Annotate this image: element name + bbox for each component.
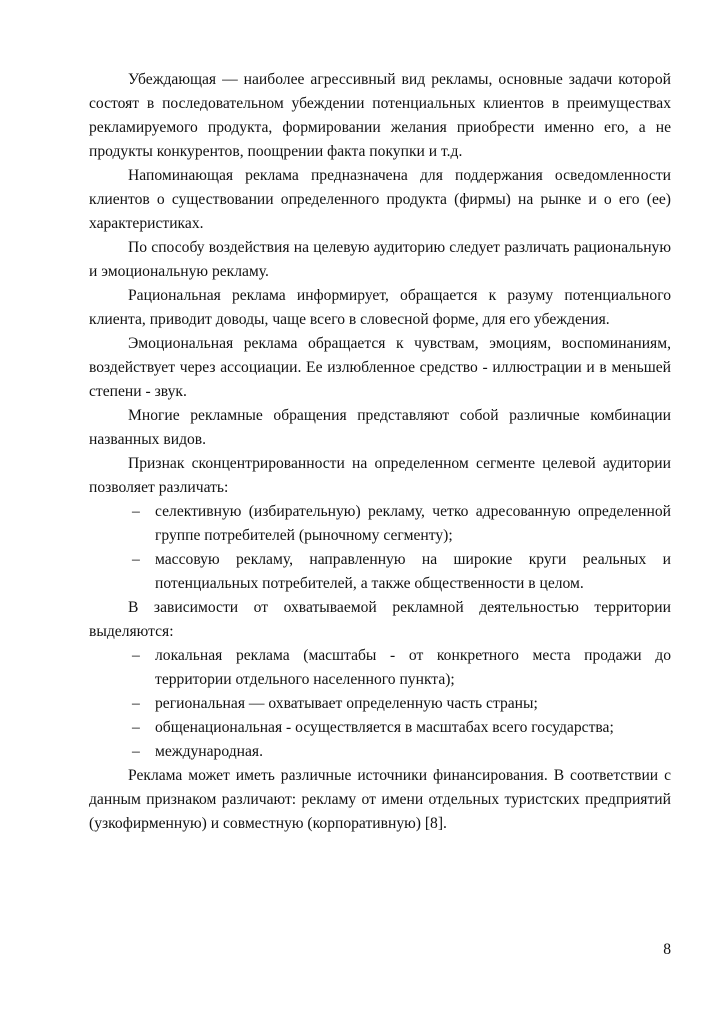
- list-item: [89, 644, 671, 692]
- audience-list: [89, 500, 671, 596]
- paragraph-reminder-ad: Напоминающая реклама предназначена для поддержания осведомленности клиентов о существовании определенного продукта (фирмы) на рынке и о его (ее) характеристиках.: [89, 167, 671, 232]
- paragraph-persuasive-ad: Убеждающая — наиболее агрессивный вид рекламы, основные задачи которой состоят в последовательном убеждении потенциальных клиентов в преимуществах рекламируемого продукта, формировании желания приобрести именно его, а не продукты конкурентов, поощрении факта покупки и т.д.: [89, 71, 671, 160]
- document-body: [89, 68, 671, 836]
- list-item-text: локальная реклама (масштабы - от конкретного места продажи до территории отдельного населенного пункта);: [155, 647, 671, 688]
- paragraph-combinations: Многие рекламные обращения представляют собой различные комбинации названных видов.: [89, 407, 671, 448]
- dash-bullet: –: [132, 551, 140, 568]
- dash-bullet: –: [132, 743, 140, 760]
- dash-bullet: –: [132, 647, 140, 664]
- territory-list: [89, 644, 671, 764]
- list-item-text: селективную (избирательную) рекламу, четко адресованную определенной группе потребителей (рыночному сегменту);: [155, 503, 671, 544]
- paragraph-impact-method: По способу воздействия на целевую аудиторию следует различать рациональную и эмоциональную рекламу.: [89, 239, 671, 280]
- list-item: [89, 500, 671, 548]
- dash-bullet: –: [132, 503, 140, 520]
- paragraph-segment-criterion: Признак сконцентрированности на определенном сегменте целевой аудитории позволяет различать:: [89, 455, 671, 496]
- list-item: [89, 548, 671, 596]
- list-item-text: общенациональная - осуществляется в масштабах всего государства;: [155, 719, 614, 736]
- dash-bullet: –: [132, 695, 140, 712]
- page-number: 8: [663, 941, 671, 958]
- list-item: [89, 716, 671, 740]
- list-item: [89, 692, 671, 716]
- list-item-text: региональная — охватывает определенную часть страны;: [155, 695, 538, 712]
- list-item: [89, 740, 671, 764]
- paragraph-territory-criterion: В зависимости от охватываемой рекламной деятельностью территории выделяются:: [89, 599, 671, 640]
- paragraph-emotional-ad: Эмоциональная реклама обращается к чувствам, эмоциям, воспоминаниям, воздействует через ассоциации. Ее излюбленное средство - иллюстрации и в меньшей степени - звук.: [89, 335, 671, 400]
- paragraph-rational-ad: Рациональная реклама информирует, обращается к разуму потенциального клиента, приводит доводы, чаще всего в словесной форме, для его убеждения.: [89, 287, 671, 328]
- list-item-text: массовую рекламу, направленную на широкие круги реальных и потенциальных потребителей, а также общественности в целом.: [155, 551, 671, 592]
- dash-bullet: –: [132, 719, 140, 736]
- paragraph-financing: Реклама может иметь различные источники финансирования. В соответствии с данным признаком различают: рекламу от имени отдельных туристских предприятий (узкофирменную) и совместную (корпоративную) [8].: [89, 767, 671, 832]
- list-item-text: международная.: [155, 743, 263, 760]
